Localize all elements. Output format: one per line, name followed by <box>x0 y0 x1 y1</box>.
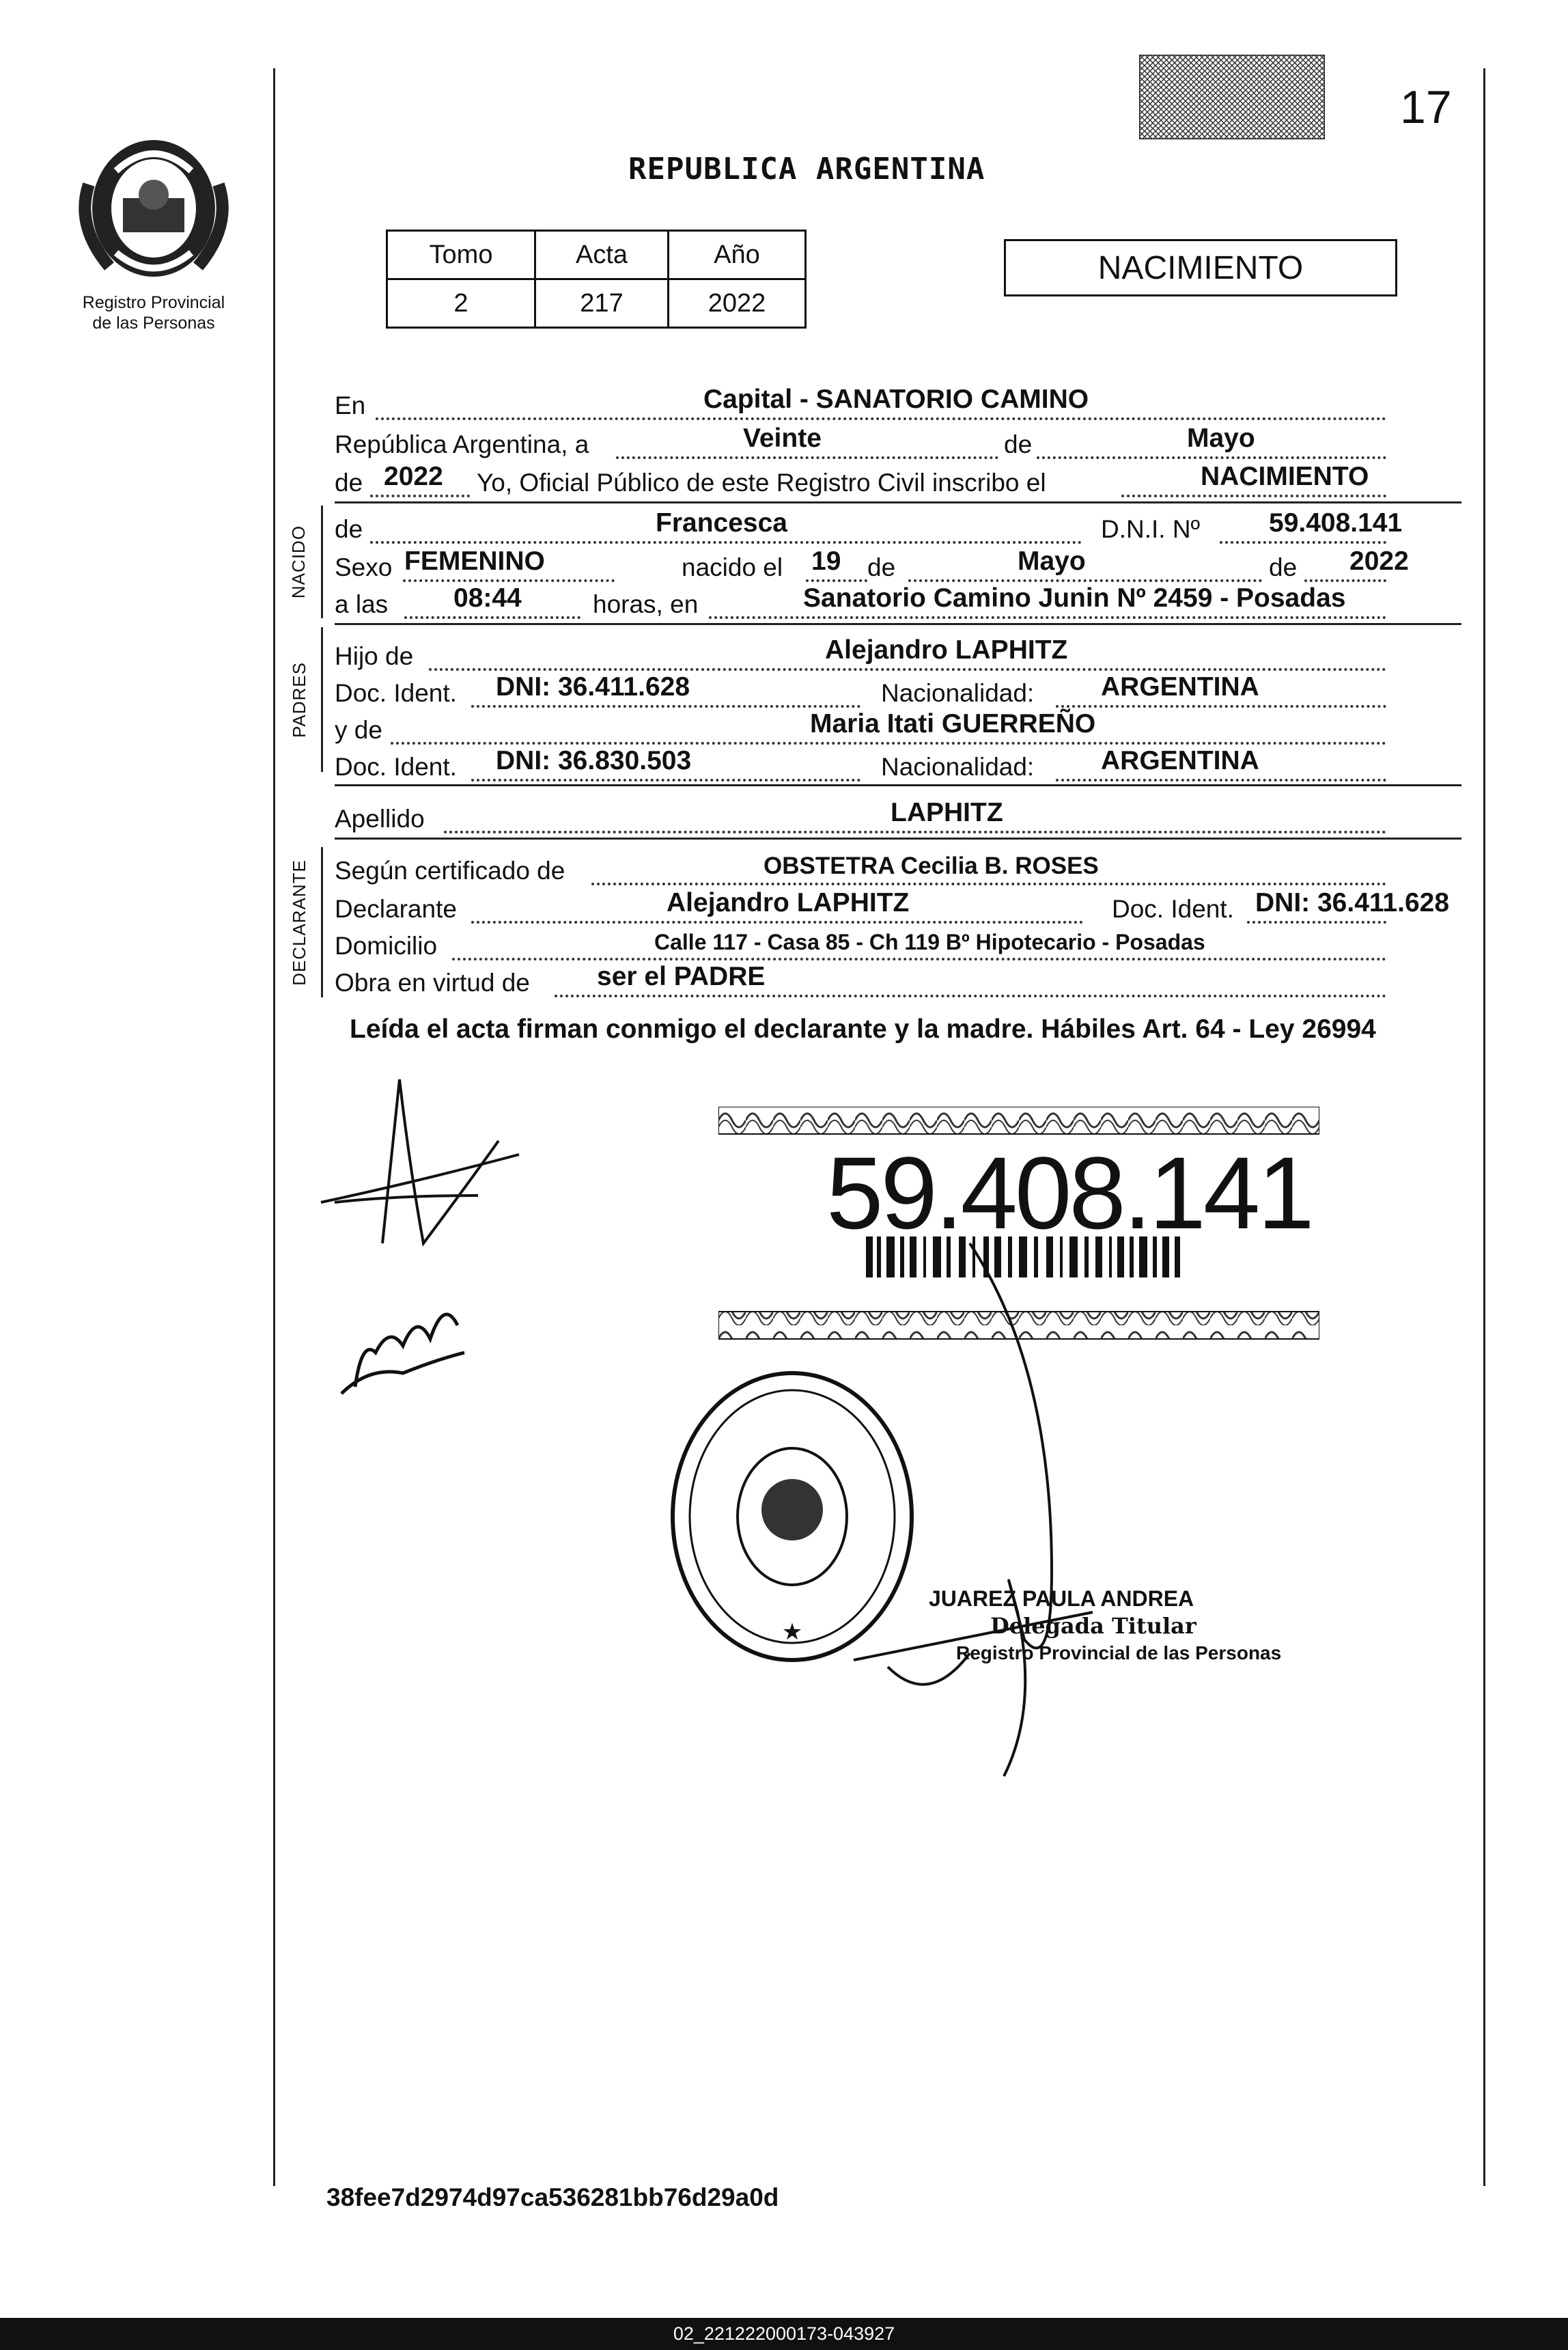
declarante-doc-label: Doc. Ident. <box>1112 895 1234 923</box>
dotted-line <box>471 776 860 782</box>
declarante-label: Declarante <box>335 895 457 923</box>
row-padre-doc <box>335 667 1461 708</box>
nacido-lugar: Sanatorio Camino Junin Nº 2459 - Posadas <box>803 583 1346 613</box>
en-value: Capital - SANATORIO CAMINO <box>703 385 1089 414</box>
nacido-mes: Mayo <box>1018 547 1086 576</box>
registry-logo <box>68 130 239 333</box>
inscribo-value: NACIMIENTO <box>1201 462 1369 491</box>
nacido-section-label <box>285 506 313 618</box>
nacido-hora: 08:44 <box>453 583 522 613</box>
value-tomo: 2 <box>387 279 535 328</box>
row-apellido <box>335 792 1461 833</box>
row-declarante <box>335 883 1461 924</box>
nacido-dni: 59.408.141 <box>1269 508 1403 538</box>
row-segun <box>335 844 1461 885</box>
row-nacido-nombre <box>335 503 1461 544</box>
declarant-signature <box>314 1066 546 1421</box>
declarante-bracket <box>321 847 323 997</box>
nacido-el-label: nacido el <box>682 553 783 581</box>
row-domicilio <box>335 920 1461 960</box>
dotted-line <box>1121 492 1386 497</box>
record-type-box: NACIMIENTO <box>1004 239 1397 296</box>
nacido-de2-label: de <box>867 553 896 581</box>
horas-label: horas, en <box>593 590 699 618</box>
section-divider <box>335 784 1461 786</box>
padre-doc: DNI: 36.411.628 <box>496 672 690 702</box>
nacido-de3-label: de <box>1269 553 1298 581</box>
nacido-label-text: NACIDO <box>288 525 309 599</box>
sexo-value: FEMENINO <box>404 547 545 576</box>
official-signature <box>847 1230 1229 1844</box>
en-label: En <box>335 391 366 419</box>
alas-label: a las <box>335 590 389 618</box>
y-de-label: y de <box>335 716 382 744</box>
yo-label: Yo, Oficial Público de este Registro Civil inscribo el <box>477 469 1046 497</box>
right-margin-line <box>1483 68 1485 2186</box>
de-label: de <box>1004 430 1033 458</box>
nacido-nombre: Francesca <box>656 508 787 538</box>
nacido-dia: 19 <box>811 547 841 576</box>
hijo-de-label: Hijo de <box>335 642 414 670</box>
row-hijo-de <box>335 630 1461 671</box>
row-y-de <box>335 704 1461 745</box>
signer-block <box>929 1585 1281 1667</box>
logo-caption-line2: de las Personas <box>92 314 215 333</box>
page-number: 17 <box>1400 81 1452 133</box>
dotted-line <box>709 613 1386 619</box>
dia-value: Veinte <box>743 424 822 453</box>
row-yo <box>335 456 1461 497</box>
nacido-anio: 2022 <box>1349 547 1409 576</box>
padre-nac: ARGENTINA <box>1101 672 1259 702</box>
padre-nac-label: Nacionalidad: <box>881 679 1035 707</box>
obra-value: ser el PADRE <box>597 962 766 991</box>
madre-nombre: Maria Itati GUERREÑO <box>810 709 1096 738</box>
signer-name: JUAREZ PAULA ANDREA <box>929 1586 1194 1611</box>
row-en <box>335 379 1461 420</box>
madre-doc: DNI: 36.830.503 <box>496 746 692 775</box>
madre-nac: ARGENTINA <box>1101 746 1259 775</box>
barcode-number: 59.408.141 <box>826 1135 1312 1250</box>
row-nacido-hora <box>335 578 1461 619</box>
domicilio-label: Domicilio <box>335 932 438 960</box>
row-madre-doc <box>335 741 1461 782</box>
padre-doc-label: Doc. Ident. <box>335 679 457 707</box>
dotted-line <box>444 828 1386 833</box>
section-divider <box>335 838 1461 840</box>
de2-label: de <box>335 469 363 497</box>
dotted-line <box>1056 776 1386 782</box>
segun-label: Según certificado de <box>335 857 565 885</box>
svg-text:★: ★ <box>781 1619 803 1645</box>
padres-bracket <box>321 627 323 772</box>
certificado-value: OBSTETRA Cecilia B. ROSES <box>764 853 1099 879</box>
row-obra <box>335 956 1461 997</box>
left-margin-line <box>273 68 275 2186</box>
row-republica <box>335 418 1461 459</box>
value-anio: 2022 <box>669 279 806 328</box>
value-acta: 217 <box>535 279 669 328</box>
logo-caption-line1: Registro Provincial <box>82 293 225 312</box>
dni-label: D.N.I. Nº <box>1101 515 1201 543</box>
padres-label-text: PADRES <box>288 661 309 738</box>
section-divider <box>335 623 1461 625</box>
republica-label: República Argentina, a <box>335 430 589 458</box>
misiones-seal-icon <box>68 130 239 287</box>
declarante-nombre: Alejandro LAPHITZ <box>667 888 910 917</box>
logo-caption <box>68 292 239 333</box>
footer-code: 02_221222000173-043927 <box>0 2318 1568 2350</box>
apellido-label: Apellido <box>335 805 425 833</box>
declarante-section-label <box>285 847 313 997</box>
security-hologram <box>1139 55 1325 139</box>
country-title: REPUBLICA ARGENTINA <box>628 152 985 186</box>
domicilio-value: Calle 117 - Casa 85 - Ch 119 Bº Hipotecario - Posadas <box>654 930 1205 954</box>
nacido-de-label: de <box>335 515 363 543</box>
madre-nac-label: Nacionalidad: <box>881 753 1035 781</box>
closing-note: Leída el acta firman conmigo el declarante y la madre. Hábiles Art. 64 - Ley 26994 <box>350 1014 1376 1044</box>
obra-label: Obra en virtud de <box>335 969 530 997</box>
declarante-doc: DNI: 36.411.628 <box>1255 888 1450 917</box>
registry-table <box>386 230 807 329</box>
padre-nombre: Alejandro LAPHITZ <box>825 635 1068 665</box>
dotted-line <box>555 992 1386 997</box>
nacido-bracket <box>321 506 323 618</box>
signer-title: Delegada Titular <box>990 1613 1196 1639</box>
dotted-line <box>370 492 470 497</box>
signer-office: Registro Provincial de las Personas <box>956 1642 1282 1663</box>
header-tomo: Tomo <box>387 231 535 279</box>
anio-value: 2022 <box>384 462 443 491</box>
apellido-value: LAPHITZ <box>891 798 1003 827</box>
madre-doc-label: Doc. Ident. <box>335 753 457 781</box>
sexo-label: Sexo <box>335 553 393 581</box>
hologram-pattern-icon <box>1139 55 1325 139</box>
dotted-line <box>404 613 580 619</box>
header-anio: Año <box>669 231 806 279</box>
mes-value: Mayo <box>1187 424 1255 453</box>
row-nacido-sexo <box>335 541 1461 582</box>
header-acta: Acta <box>535 231 669 279</box>
document-hash: 38fee7d2974d97ca536281bb76d29a0d <box>326 2183 779 2211</box>
declarante-label-text: DECLARANTE <box>288 859 309 986</box>
padres-section-label <box>285 627 313 772</box>
